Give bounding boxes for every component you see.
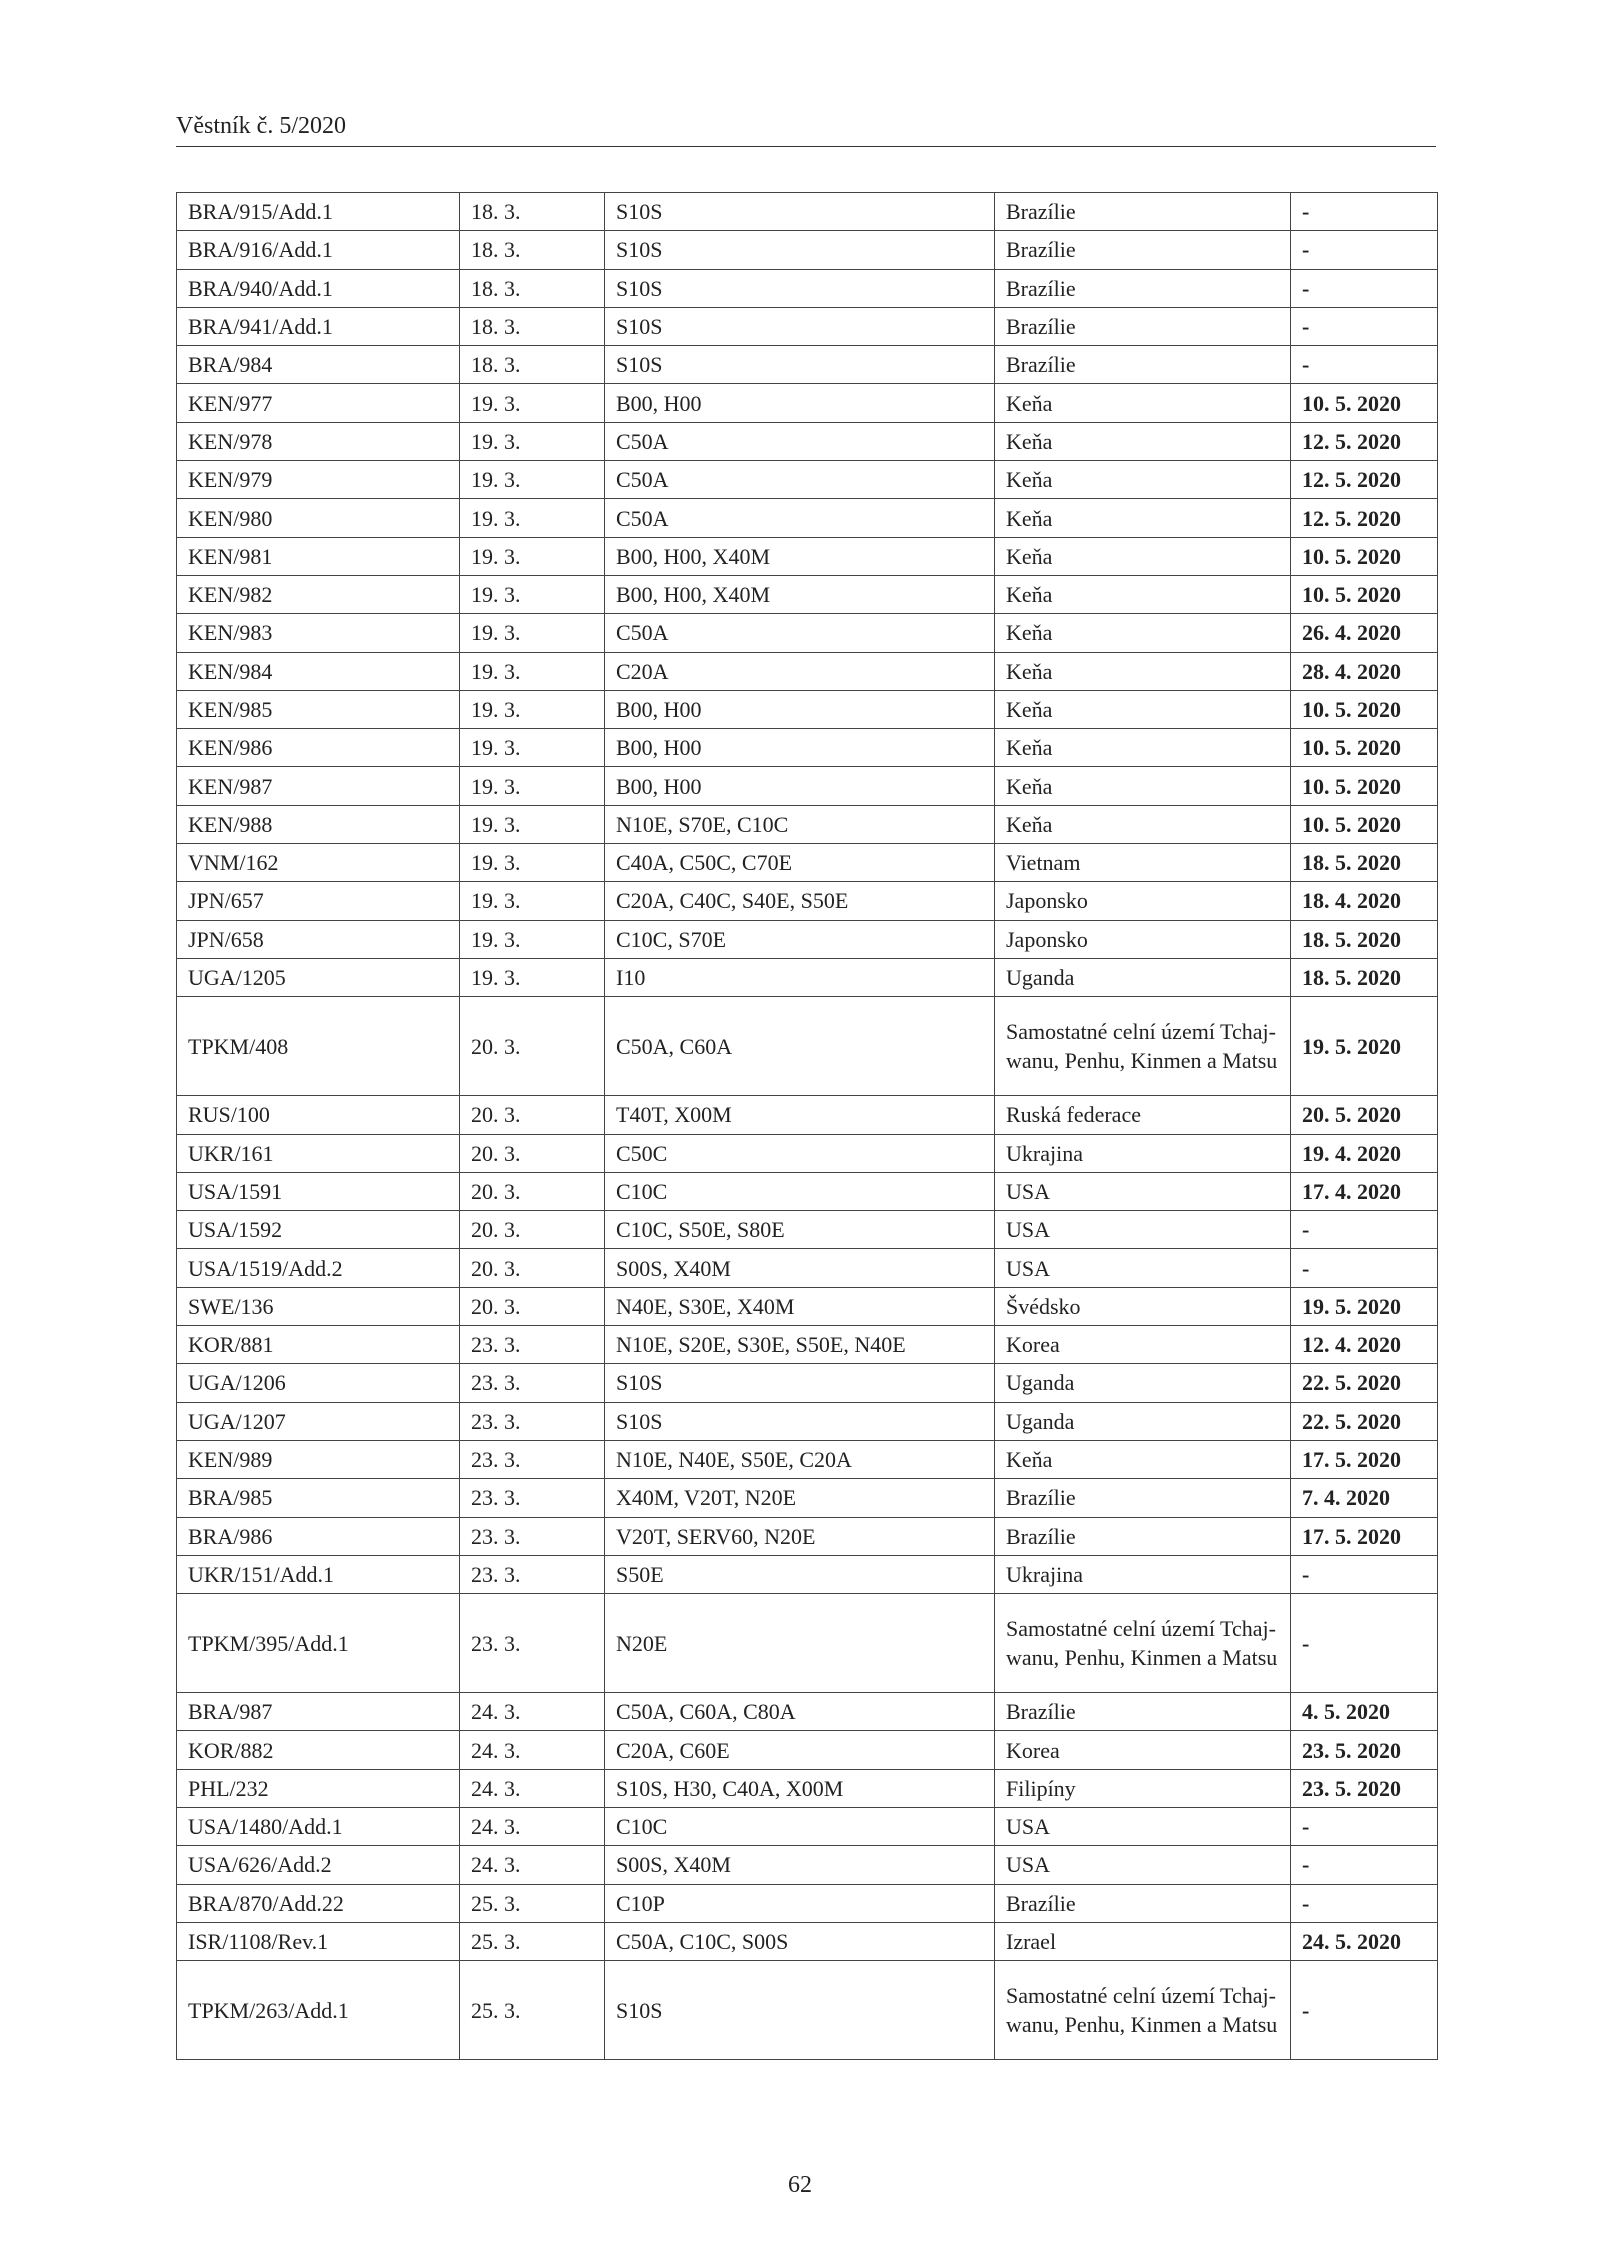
table-row (177, 920, 1438, 958)
cell-date: 20. 3. (460, 997, 605, 1096)
cell-deadline: - (1291, 1555, 1438, 1593)
cell-codes: C20A, C60E (605, 1731, 995, 1769)
table-row (177, 1846, 1438, 1884)
table-row (177, 729, 1438, 767)
cell-codes: C50A, C60A (605, 997, 995, 1096)
cell-date: 25. 3. (460, 1884, 605, 1922)
cell-codes: S10S (605, 307, 995, 345)
cell-deadline: 28. 4. 2020 (1291, 652, 1438, 690)
cell-country: Keňa (995, 537, 1291, 575)
cell-symbol: USA/1591 (177, 1172, 460, 1210)
cell-codes: C20A, C40C, S40E, S50E (605, 882, 995, 920)
table-row (177, 384, 1438, 422)
cell-codes: T40T, X00M (605, 1096, 995, 1134)
cell-codes: B00, H00 (605, 690, 995, 728)
cell-deadline: - (1291, 346, 1438, 384)
cell-date: 24. 3. (460, 1693, 605, 1731)
cell-date: 19. 3. (460, 882, 605, 920)
cell-deadline: 18. 5. 2020 (1291, 920, 1438, 958)
cell-codes: C10C (605, 1172, 995, 1210)
cell-deadline: 17. 4. 2020 (1291, 1172, 1438, 1210)
cell-symbol: BRA/941/Add.1 (177, 307, 460, 345)
cell-country: Samostatné celní území Tchaj-wanu, Penhu, Kinmen a Matsu (995, 997, 1291, 1096)
cell-date: 19. 3. (460, 690, 605, 728)
cell-codes: S00S, X40M (605, 1846, 995, 1884)
cell-symbol: SWE/136 (177, 1287, 460, 1325)
cell-symbol: TPKM/408 (177, 997, 460, 1096)
cell-deadline: 4. 5. 2020 (1291, 1693, 1438, 1731)
cell-symbol: USA/1480/Add.1 (177, 1807, 460, 1845)
cell-country: USA (995, 1249, 1291, 1287)
cell-deadline: 18. 4. 2020 (1291, 882, 1438, 920)
table-row (177, 1517, 1438, 1555)
cell-date: 23. 3. (460, 1594, 605, 1693)
cell-country: Uganda (995, 1402, 1291, 1440)
cell-codes: B00, H00 (605, 384, 995, 422)
cell-deadline: 22. 5. 2020 (1291, 1402, 1438, 1440)
cell-symbol: KEN/986 (177, 729, 460, 767)
table-row (177, 346, 1438, 384)
cell-codes: S10S (605, 269, 995, 307)
cell-symbol: KEN/979 (177, 461, 460, 499)
cell-symbol: KOR/881 (177, 1326, 460, 1364)
table-row (177, 231, 1438, 269)
table-row (177, 1402, 1438, 1440)
table-row (177, 1249, 1438, 1287)
cell-symbol: USA/626/Add.2 (177, 1846, 460, 1884)
table-row (177, 1364, 1438, 1402)
table-row (177, 767, 1438, 805)
cell-symbol: KEN/985 (177, 690, 460, 728)
cell-country: Korea (995, 1731, 1291, 1769)
cell-codes: C50A, C60A, C80A (605, 1693, 995, 1731)
cell-date: 19. 3. (460, 422, 605, 460)
cell-deadline: 23. 5. 2020 (1291, 1731, 1438, 1769)
cell-date: 18. 3. (460, 231, 605, 269)
cell-symbol: KEN/980 (177, 499, 460, 537)
cell-deadline: 10. 5. 2020 (1291, 384, 1438, 422)
cell-symbol: KEN/988 (177, 805, 460, 843)
cell-country: Keňa (995, 1440, 1291, 1478)
cell-deadline: 19. 4. 2020 (1291, 1134, 1438, 1172)
cell-codes: N10E, S70E, C10C (605, 805, 995, 843)
cell-codes: S50E (605, 1555, 995, 1593)
table-row (177, 882, 1438, 920)
table-row (177, 537, 1438, 575)
cell-codes: C50A (605, 614, 995, 652)
cell-deadline: - (1291, 1211, 1438, 1249)
cell-deadline: 18. 5. 2020 (1291, 958, 1438, 996)
cell-symbol: UKR/151/Add.1 (177, 1555, 460, 1593)
cell-date: 19. 3. (460, 384, 605, 422)
cell-deadline: - (1291, 1846, 1438, 1884)
cell-codes: C50C (605, 1134, 995, 1172)
cell-codes: C10P (605, 1884, 995, 1922)
cell-date: 19. 3. (460, 614, 605, 652)
cell-codes: S10S, H30, C40A, X00M (605, 1769, 995, 1807)
cell-codes: B00, H00, X40M (605, 575, 995, 613)
cell-date: 23. 3. (460, 1364, 605, 1402)
cell-country: USA (995, 1211, 1291, 1249)
cell-country: USA (995, 1172, 1291, 1210)
cell-date: 23. 3. (460, 1402, 605, 1440)
cell-codes: C50A (605, 422, 995, 460)
cell-codes: S10S (605, 1364, 995, 1402)
cell-country: Samostatné celní území Tchaj-wanu, Penhu, Kinmen a Matsu (995, 1961, 1291, 2060)
cell-date: 25. 3. (460, 1961, 605, 2060)
cell-country: Filipíny (995, 1769, 1291, 1807)
table-row (177, 690, 1438, 728)
cell-deadline: 10. 5. 2020 (1291, 729, 1438, 767)
table-row (177, 193, 1438, 231)
page-header (176, 112, 1436, 147)
table-row (177, 1326, 1438, 1364)
table-row (177, 1172, 1438, 1210)
table-row (177, 1884, 1438, 1922)
cell-deadline: - (1291, 193, 1438, 231)
cell-date: 24. 3. (460, 1769, 605, 1807)
cell-date: 23. 3. (460, 1555, 605, 1593)
cell-codes: C50A, C10C, S00S (605, 1922, 995, 1960)
cell-date: 20. 3. (460, 1249, 605, 1287)
cell-date: 20. 3. (460, 1172, 605, 1210)
cell-symbol: UGA/1206 (177, 1364, 460, 1402)
cell-date: 18. 3. (460, 346, 605, 384)
table-row (177, 575, 1438, 613)
cell-codes: N10E, N40E, S50E, C20A (605, 1440, 995, 1478)
table-row (177, 1769, 1438, 1807)
cell-date: 19. 3. (460, 958, 605, 996)
cell-symbol: KEN/989 (177, 1440, 460, 1478)
cell-country: USA (995, 1846, 1291, 1884)
cell-date: 23. 3. (460, 1517, 605, 1555)
cell-country: Keňa (995, 805, 1291, 843)
cell-country: Keňa (995, 690, 1291, 728)
cell-date: 20. 3. (460, 1096, 605, 1134)
cell-symbol: USA/1592 (177, 1211, 460, 1249)
cell-country: Ruská federace (995, 1096, 1291, 1134)
table-row (177, 844, 1438, 882)
table-row (177, 499, 1438, 537)
cell-date: 18. 3. (460, 193, 605, 231)
table-row (177, 1807, 1438, 1845)
cell-country: Keňa (995, 422, 1291, 460)
cell-symbol: BRA/916/Add.1 (177, 231, 460, 269)
cell-symbol: BRA/915/Add.1 (177, 193, 460, 231)
cell-country: Keňa (995, 461, 1291, 499)
cell-country: Keňa (995, 384, 1291, 422)
cell-deadline: 10. 5. 2020 (1291, 767, 1438, 805)
cell-date: 24. 3. (460, 1731, 605, 1769)
table-row (177, 997, 1438, 1096)
cell-date: 19. 3. (460, 767, 605, 805)
table-row (177, 1211, 1438, 1249)
cell-codes: C50A (605, 499, 995, 537)
cell-symbol: UGA/1207 (177, 1402, 460, 1440)
cell-country: Uganda (995, 1364, 1291, 1402)
table-row (177, 269, 1438, 307)
cell-codes: N40E, S30E, X40M (605, 1287, 995, 1325)
cell-codes: N20E (605, 1594, 995, 1693)
page-number: 62 (788, 2172, 812, 2198)
cell-deadline: - (1291, 1961, 1438, 2060)
cell-symbol: USA/1519/Add.2 (177, 1249, 460, 1287)
cell-deadline: 10. 5. 2020 (1291, 690, 1438, 728)
cell-date: 24. 3. (460, 1846, 605, 1884)
cell-country: Brazílie (995, 269, 1291, 307)
cell-date: 19. 3. (460, 805, 605, 843)
cell-country: Vietnam (995, 844, 1291, 882)
cell-country: Keňa (995, 652, 1291, 690)
cell-country: Japonsko (995, 920, 1291, 958)
cell-deadline: - (1291, 307, 1438, 345)
cell-deadline: - (1291, 231, 1438, 269)
table-row (177, 1961, 1438, 2060)
cell-date: 20. 3. (460, 1211, 605, 1249)
cell-codes: S10S (605, 193, 995, 231)
table-row (177, 1440, 1438, 1478)
cell-country: USA (995, 1807, 1291, 1845)
cell-country: Korea (995, 1326, 1291, 1364)
cell-symbol: BRA/986 (177, 1517, 460, 1555)
cell-codes: X40M, V20T, N20E (605, 1479, 995, 1517)
cell-date: 20. 3. (460, 1134, 605, 1172)
cell-deadline: - (1291, 269, 1438, 307)
cell-country: Brazílie (995, 231, 1291, 269)
cell-country: Keňa (995, 499, 1291, 537)
cell-date: 23. 3. (460, 1326, 605, 1364)
cell-date: 19. 3. (460, 537, 605, 575)
cell-deadline: 23. 5. 2020 (1291, 1769, 1438, 1807)
table-row (177, 1287, 1438, 1325)
notifications-table (176, 192, 1438, 2060)
cell-country: Brazílie (995, 1517, 1291, 1555)
cell-country: Ukrajina (995, 1555, 1291, 1593)
cell-country: Brazílie (995, 1693, 1291, 1731)
cell-country: Samostatné celní území Tchaj-wanu, Penhu, Kinmen a Matsu (995, 1594, 1291, 1693)
cell-deadline: - (1291, 1807, 1438, 1845)
table-row (177, 1922, 1438, 1960)
table-body (177, 193, 1438, 2060)
cell-deadline: - (1291, 1884, 1438, 1922)
cell-codes: I10 (605, 958, 995, 996)
table-row (177, 805, 1438, 843)
cell-deadline: 12. 5. 2020 (1291, 461, 1438, 499)
cell-codes: V20T, SERV60, N20E (605, 1517, 995, 1555)
table-row (177, 1479, 1438, 1517)
cell-country: Keňa (995, 575, 1291, 613)
cell-deadline: 17. 5. 2020 (1291, 1517, 1438, 1555)
table-row (177, 307, 1438, 345)
cell-country: Uganda (995, 958, 1291, 996)
cell-country: Švédsko (995, 1287, 1291, 1325)
cell-country: Izrael (995, 1922, 1291, 1960)
cell-symbol: TPKM/395/Add.1 (177, 1594, 460, 1693)
cell-deadline: 12. 4. 2020 (1291, 1326, 1438, 1364)
cell-country: Brazílie (995, 193, 1291, 231)
cell-codes: C50A (605, 461, 995, 499)
cell-symbol: UKR/161 (177, 1134, 460, 1172)
table-row (177, 614, 1438, 652)
table-row (177, 1594, 1438, 1693)
cell-symbol: VNM/162 (177, 844, 460, 882)
header-title: Věstník č. 5/2020 (176, 113, 346, 139)
cell-codes: B00, H00 (605, 729, 995, 767)
cell-date: 25. 3. (460, 1922, 605, 1960)
cell-symbol: RUS/100 (177, 1096, 460, 1134)
cell-codes: B00, H00 (605, 767, 995, 805)
cell-codes: N10E, S20E, S30E, S50E, N40E (605, 1326, 995, 1364)
cell-codes: C10C, S70E (605, 920, 995, 958)
cell-codes: C40A, C50C, C70E (605, 844, 995, 882)
cell-country: Ukrajina (995, 1134, 1291, 1172)
cell-symbol: KEN/987 (177, 767, 460, 805)
cell-deadline: - (1291, 1594, 1438, 1693)
table-row (177, 422, 1438, 460)
cell-codes: S10S (605, 1961, 995, 2060)
cell-codes: S10S (605, 231, 995, 269)
cell-country: Keňa (995, 767, 1291, 805)
cell-deadline: 7. 4. 2020 (1291, 1479, 1438, 1517)
cell-date: 19. 3. (460, 575, 605, 613)
cell-codes: S10S (605, 1402, 995, 1440)
table-row (177, 958, 1438, 996)
cell-date: 20. 3. (460, 1287, 605, 1325)
cell-deadline: 19. 5. 2020 (1291, 997, 1438, 1096)
table-row (177, 1555, 1438, 1593)
cell-deadline: 19. 5. 2020 (1291, 1287, 1438, 1325)
cell-date: 24. 3. (460, 1807, 605, 1845)
cell-country: Japonsko (995, 882, 1291, 920)
table-row (177, 652, 1438, 690)
cell-symbol: KEN/977 (177, 384, 460, 422)
cell-deadline: 20. 5. 2020 (1291, 1096, 1438, 1134)
cell-country: Keňa (995, 729, 1291, 767)
cell-codes: B00, H00, X40M (605, 537, 995, 575)
cell-country: Brazílie (995, 1884, 1291, 1922)
cell-date: 19. 3. (460, 461, 605, 499)
cell-deadline: 10. 5. 2020 (1291, 537, 1438, 575)
table-row (177, 1693, 1438, 1731)
cell-deadline: 24. 5. 2020 (1291, 1922, 1438, 1960)
cell-deadline: 12. 5. 2020 (1291, 422, 1438, 460)
cell-date: 19. 3. (460, 920, 605, 958)
cell-symbol: KEN/981 (177, 537, 460, 575)
cell-symbol: JPN/657 (177, 882, 460, 920)
table-row (177, 1731, 1438, 1769)
cell-symbol: UGA/1205 (177, 958, 460, 996)
cell-codes: C10C, S50E, S80E (605, 1211, 995, 1249)
cell-symbol: KEN/978 (177, 422, 460, 460)
cell-symbol: KEN/984 (177, 652, 460, 690)
cell-date: 18. 3. (460, 307, 605, 345)
cell-date: 19. 3. (460, 844, 605, 882)
cell-deadline: 17. 5. 2020 (1291, 1440, 1438, 1478)
cell-codes: C20A (605, 652, 995, 690)
cell-deadline: 26. 4. 2020 (1291, 614, 1438, 652)
cell-deadline: 10. 5. 2020 (1291, 575, 1438, 613)
cell-country: Keňa (995, 614, 1291, 652)
cell-deadline: 12. 5. 2020 (1291, 499, 1438, 537)
cell-country: Brazílie (995, 1479, 1291, 1517)
cell-symbol: BRA/940/Add.1 (177, 269, 460, 307)
cell-symbol: TPKM/263/Add.1 (177, 1961, 460, 2060)
cell-symbol: PHL/232 (177, 1769, 460, 1807)
cell-codes: S00S, X40M (605, 1249, 995, 1287)
table-row (177, 1134, 1438, 1172)
cell-deadline: 22. 5. 2020 (1291, 1364, 1438, 1402)
cell-date: 19. 3. (460, 652, 605, 690)
cell-country: Brazílie (995, 307, 1291, 345)
cell-date: 19. 3. (460, 499, 605, 537)
cell-symbol: BRA/987 (177, 1693, 460, 1731)
cell-codes: S10S (605, 346, 995, 384)
table-row (177, 461, 1438, 499)
cell-symbol: BRA/984 (177, 346, 460, 384)
cell-date: 23. 3. (460, 1440, 605, 1478)
cell-deadline: - (1291, 1249, 1438, 1287)
table-row (177, 1096, 1438, 1134)
cell-codes: C10C (605, 1807, 995, 1845)
cell-symbol: KEN/982 (177, 575, 460, 613)
cell-date: 19. 3. (460, 729, 605, 767)
cell-symbol: BRA/985 (177, 1479, 460, 1517)
cell-symbol: KEN/983 (177, 614, 460, 652)
cell-deadline: 10. 5. 2020 (1291, 805, 1438, 843)
cell-symbol: JPN/658 (177, 920, 460, 958)
cell-country: Brazílie (995, 346, 1291, 384)
cell-date: 23. 3. (460, 1479, 605, 1517)
cell-deadline: 18. 5. 2020 (1291, 844, 1438, 882)
cell-symbol: KOR/882 (177, 1731, 460, 1769)
cell-symbol: BRA/870/Add.22 (177, 1884, 460, 1922)
cell-date: 18. 3. (460, 269, 605, 307)
cell-symbol: ISR/1108/Rev.1 (177, 1922, 460, 1960)
